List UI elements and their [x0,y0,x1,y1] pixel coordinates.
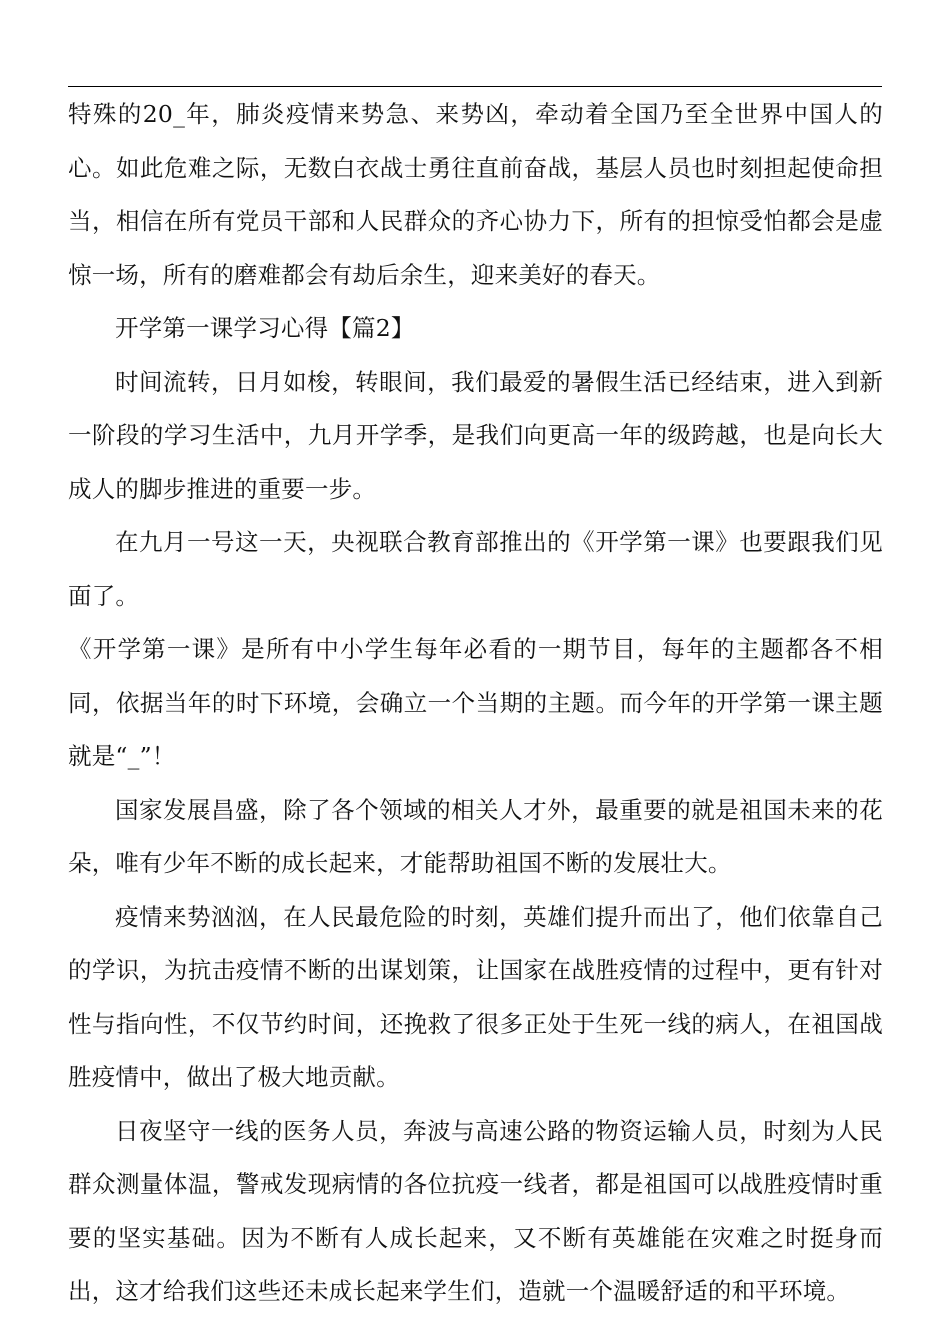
paragraph: 疫情来势汹汹，在人民最危险的时刻，英雄们提升而出了，他们依靠自己的学识，为抗击疫情不断的出谋划策，让国家在战胜疫情的过程中，更有针对性与指向性，不仅节约时间，还挽救了很多正处于生死一线的病人，在祖国战胜疫情中，做出了极大地贡献。 [68,902,883,1091]
paragraph: 日夜坚守一线的医务人员，奔波与高速公路的物资运输人员，时刻为人民群众测量体温，警戒发现病情的各位抗疫一线者，都是祖国可以战胜疫情时重要的坚实基础。因为不断有人成长起来，又不断有英雄能在灾难之时挺身而出，这才给我们这些还未成长起来学生们，造就一个温暖舒适的和平环境。 [68,1116,883,1305]
paragraph: 在九月一号这一天，央视联合教育部推出的《开学第一课》也要跟我们见面了。 [68,528,883,610]
header-rule [68,86,882,87]
paragraph: 国家发展昌盛，除了各个领域的相关人才外，最重要的就是祖国未来的花朵，唯有少年不断的成长起来，才能帮助祖国不断的发展壮大。 [68,795,883,877]
document-body [68,88,883,1319]
paragraph: 《开学第一课》是所有中小学生每年必看的一期节目，每年的主题都各不相同，依据当年的时下环境，会确立一个当期的主题。而今年的开学第一课主题就是“_”！ [68,635,883,770]
paragraph-intro-continuation: 特殊的20_年，肺炎疫情来势急、来势凶，牵动着全国乃至全世界中国人的心。如此危难之际，无数白衣战士勇往直前奋战，基层人员也时刻担起使命担当，相信在所有党员干部和人民群众的齐心协力下，所有的担惊受怕都会是虚惊一场，所有的磨难都会有劫后余生，迎来美好的春天。 [68,100,883,289]
paragraph: 时间流转，日月如梭，转眼间，我们最爱的暑假生活已经结束，进入到新一阶段的学习生活中，九月开学季，是我们向更高一年的级跨越，也是向长大成人的脚步推进的重要一步。 [68,367,883,503]
section-heading: 开学第一课学习心得【篇2】 [115,314,415,342]
